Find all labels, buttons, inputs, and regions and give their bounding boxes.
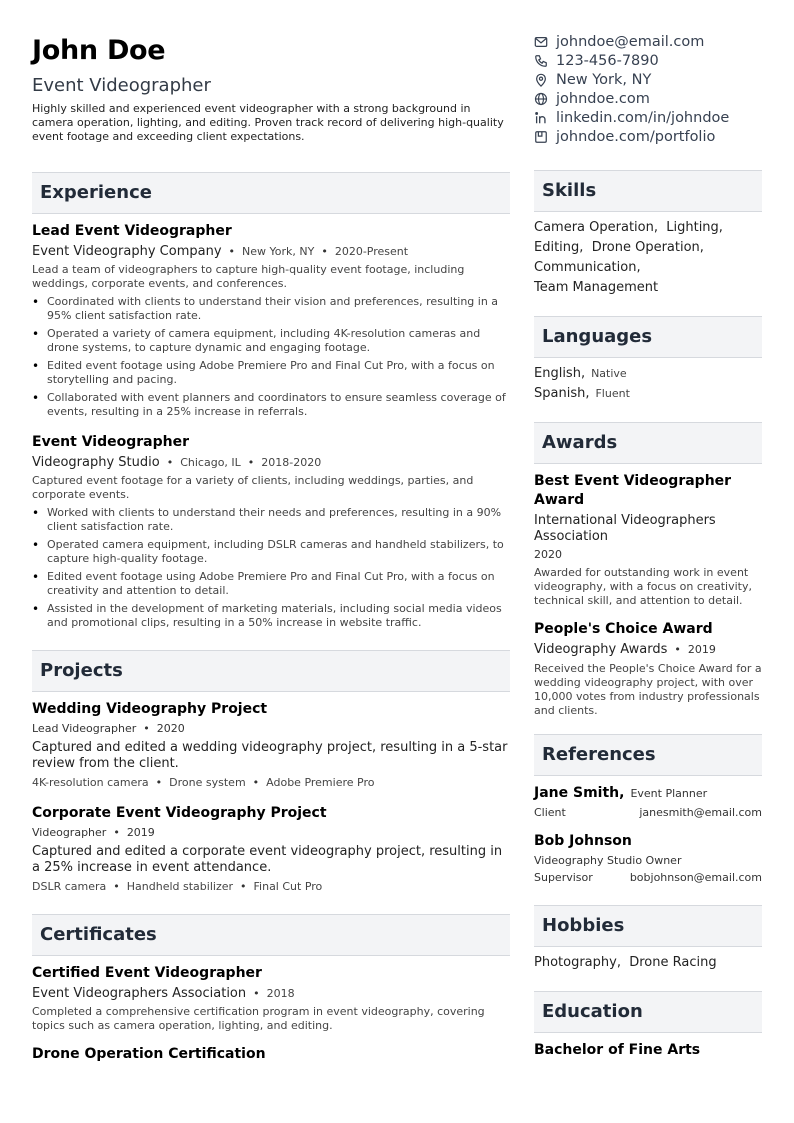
- language-item: [534, 384, 762, 404]
- separator-dot: •: [247, 456, 255, 469]
- project-entry: [32, 804, 510, 894]
- certificate-title: Certified Event Videographer: [32, 965, 262, 981]
- experience-dates: 2020-Present: [334, 245, 409, 258]
- award-org: International Videographers Association: [534, 513, 716, 544]
- bullet-item: • Edited event footage using Adobe Premiere Pro and Final Cut Pro, with a focus on storytelling and pacing.: [32, 359, 510, 387]
- project-tag: Handheld stabilizer: [126, 880, 234, 893]
- candidate-name: John Doe: [32, 35, 166, 66]
- skills-list: [534, 218, 762, 298]
- certificate-title: Drone Operation Certification: [32, 1046, 266, 1062]
- bullet-item: • Operated camera equipment, including DSLR cameras and handheld stabilizers, to capture high-quality footage.: [32, 538, 510, 566]
- skill-item: Communication,: [534, 260, 641, 275]
- project-description: Captured and edited a corporate event videography project, resulting in a 25% increase in event attendance.: [32, 844, 503, 875]
- globe-icon: [534, 92, 548, 106]
- project-role-line: [32, 826, 510, 840]
- section-education: Education: [534, 991, 762, 1033]
- sidebar-column: [534, 32, 762, 1060]
- project-tags: [32, 776, 510, 790]
- project-description: Captured and edited a wedding videography project, resulting in a 5-star review from the client.: [32, 740, 508, 771]
- contact-phone[interactable]: [534, 51, 762, 70]
- experience-title: Lead Event Videographer: [32, 223, 232, 239]
- reference-contact-line: [534, 806, 762, 820]
- contact-email-text: johndoe@email.com: [556, 33, 705, 50]
- summary: Highly skilled and experienced event videographer with a strong background in camera operation, lighting, and editing. Proven track record of delivering high-quality event footage and exceeding client expectations.: [32, 102, 504, 143]
- contact-email[interactable]: [534, 32, 762, 51]
- experience-bullets: [32, 295, 510, 419]
- project-tag: Drone system: [169, 776, 246, 789]
- contact-location: [534, 70, 762, 89]
- bullet-item: • Edited event footage using Adobe Premiere Pro and Final Cut Pro, with a focus on creativity and attention to detail.: [32, 570, 510, 598]
- separator-dot: •: [113, 826, 120, 839]
- experience-location: Chicago, IL: [180, 456, 241, 469]
- section-languages: Languages: [534, 316, 762, 358]
- experience-company: Videography Studio: [32, 455, 160, 470]
- bullet-item: • Assisted in the development of marketing materials, including social media videos and promotional clips, resulting in a 50% increase in website traffic.: [32, 602, 510, 630]
- certificate-entry: [32, 964, 510, 1033]
- project-title: Corporate Event Videography Project: [32, 805, 327, 821]
- experience-entry: [32, 433, 510, 630]
- contact-linkedin-text: linkedin.com/in/johndoe: [556, 109, 730, 126]
- reference-entry: [534, 784, 762, 820]
- project-tag: Final Cut Pro: [253, 880, 323, 893]
- experience-description: Lead a team of videographers to capture high-quality event footage, including weddings, corporate events, and conferences.: [32, 263, 465, 290]
- skill-item: Editing,: [534, 240, 584, 255]
- bullet-item: • Operated a variety of camera equipment, including 4K-resolution cameras and drone systems, to capture dynamic and engaging footage.: [32, 327, 510, 355]
- separator-dot: •: [155, 776, 163, 789]
- project-tag: Adobe Premiere Pro: [266, 776, 375, 789]
- experience-company-line: [32, 243, 510, 261]
- linkedin-icon: [534, 111, 548, 125]
- reference-entry: [534, 832, 762, 885]
- separator-dot: •: [143, 722, 150, 735]
- portfolio-icon: [534, 130, 548, 144]
- section-projects: Projects: [32, 650, 510, 692]
- award-org: Videography Awards: [534, 642, 668, 657]
- language-level: Fluent: [595, 387, 630, 400]
- contact-website[interactable]: [534, 89, 762, 108]
- project-role: Videographer: [32, 826, 107, 839]
- skill-item: Drone Operation,: [591, 240, 704, 255]
- bullet-item: • Collaborated with event planners and coordinators to ensure seamless coverage of events, resulting in a 25% increase in referrals.: [32, 391, 510, 419]
- bullet-item: • Coordinated with clients to understand their vision and preferences, resulting in a 95% client satisfaction rate.: [32, 295, 510, 323]
- reference-role: Videography Studio Owner: [534, 854, 682, 867]
- experience-bullets: [32, 506, 510, 630]
- skill-item: Lighting,: [666, 220, 723, 235]
- map-pin-icon: [534, 73, 548, 87]
- certificate-description: Completed a comprehensive certification program in event videography, covering topics such as camera operation, lighting, and editing.: [32, 1005, 485, 1032]
- skill-item: Team Management: [534, 280, 659, 295]
- reference-name: Bob Johnson: [534, 833, 632, 849]
- experience-title: Event Videographer: [32, 434, 190, 450]
- award-title: Best Event Videographer Award: [534, 473, 732, 508]
- experience-entry: [32, 222, 510, 419]
- award-description: Received the People's Choice Award for a wedding videography project, with over 10,000 votes from industry professionals and clients.: [534, 662, 762, 717]
- reference-relation: Supervisor: [534, 871, 593, 884]
- contact-portfolio-text: johndoe.com/portfolio: [556, 128, 716, 145]
- section-certificates: Certificates: [32, 914, 510, 956]
- project-title: Wedding Videography Project: [32, 701, 268, 717]
- separator-dot: •: [253, 987, 260, 1000]
- envelope-icon: [534, 35, 548, 49]
- language-name: Spanish,: [534, 386, 590, 401]
- project-tag: 4K-resolution camera: [32, 776, 149, 789]
- reference-contact-line: [534, 871, 762, 885]
- award-entry: [534, 472, 762, 608]
- language-name: English,: [534, 366, 586, 381]
- project-tags: [32, 880, 510, 894]
- project-role: Lead Videographer: [32, 722, 137, 735]
- project-year: 2020: [156, 722, 185, 735]
- language-item: [534, 364, 762, 384]
- award-org-line: [534, 642, 762, 658]
- certificate-org: Event Videographers Association: [32, 986, 247, 1001]
- project-role-line: [32, 722, 510, 736]
- job-title: Event Videographer: [32, 75, 211, 96]
- separator-dot: •: [321, 245, 328, 258]
- separator-dot: •: [228, 245, 236, 258]
- phone-icon: [534, 54, 548, 68]
- experience-description: Captured event footage for a variety of clients, including weddings, parties, and corporate events.: [32, 474, 474, 501]
- award-title: People's Choice Award: [534, 621, 713, 637]
- contact-list: [534, 32, 762, 146]
- contact-phone-text: 123-456-7890: [556, 52, 659, 69]
- hobbies-list: Photography, Drone Racing: [534, 955, 717, 970]
- separator-dot: •: [674, 643, 681, 656]
- experience-dates: 2018-2020: [261, 456, 322, 469]
- separator-dot: •: [113, 880, 120, 893]
- section-references: References: [534, 734, 762, 776]
- separator-dot: •: [166, 456, 174, 469]
- contact-portfolio[interactable]: [534, 127, 762, 146]
- section-skills: Skills: [534, 170, 762, 212]
- section-awards: Awards: [534, 422, 762, 464]
- section-experience: Experience: [32, 172, 510, 214]
- certificate-entry: [32, 1045, 510, 1063]
- experience-company-line: [32, 454, 510, 472]
- project-tag: DSLR camera: [32, 880, 107, 893]
- contact-location-text: New York, NY: [556, 71, 652, 88]
- experience-location: New York, NY: [242, 245, 315, 258]
- separator-dot: •: [252, 776, 260, 789]
- reference-name-line: [534, 784, 762, 803]
- project-entry: [32, 700, 510, 790]
- language-level: Native: [591, 367, 627, 380]
- certificate-year: 2018: [266, 987, 295, 1000]
- skill-item: Camera Operation,: [534, 220, 658, 235]
- bullet-item: • Worked with clients to understand their needs and preferences, resulting in a 90% client satisfaction rate.: [32, 506, 510, 534]
- award-description: Awarded for outstanding work in event videography, with a focus on creativity, technical skill, and attention to detail.: [534, 566, 752, 607]
- main-column: [32, 34, 510, 1063]
- separator-dot: •: [240, 880, 247, 893]
- section-hobbies: Hobbies: [534, 905, 762, 947]
- award-year: 2019: [687, 643, 716, 656]
- education-degree: Bachelor of Fine Arts: [534, 1042, 701, 1058]
- reference-email[interactable]: bobjohnson@email.com: [629, 871, 762, 884]
- certificate-org-line: [32, 985, 510, 1003]
- contact-website-text: johndoe.com: [556, 90, 650, 107]
- reference-role: Event Planner: [630, 787, 708, 800]
- languages-list: [534, 364, 762, 404]
- project-year: 2019: [126, 826, 155, 839]
- award-entry: [534, 620, 762, 718]
- reference-relation: Client: [534, 806, 566, 819]
- contact-linkedin[interactable]: [534, 108, 762, 127]
- reference-email[interactable]: janesmith@email.com: [639, 806, 762, 819]
- award-year: 2020: [534, 548, 562, 561]
- reference-name: Jane Smith,: [534, 785, 625, 801]
- experience-company: Event Videography Company: [32, 244, 222, 259]
